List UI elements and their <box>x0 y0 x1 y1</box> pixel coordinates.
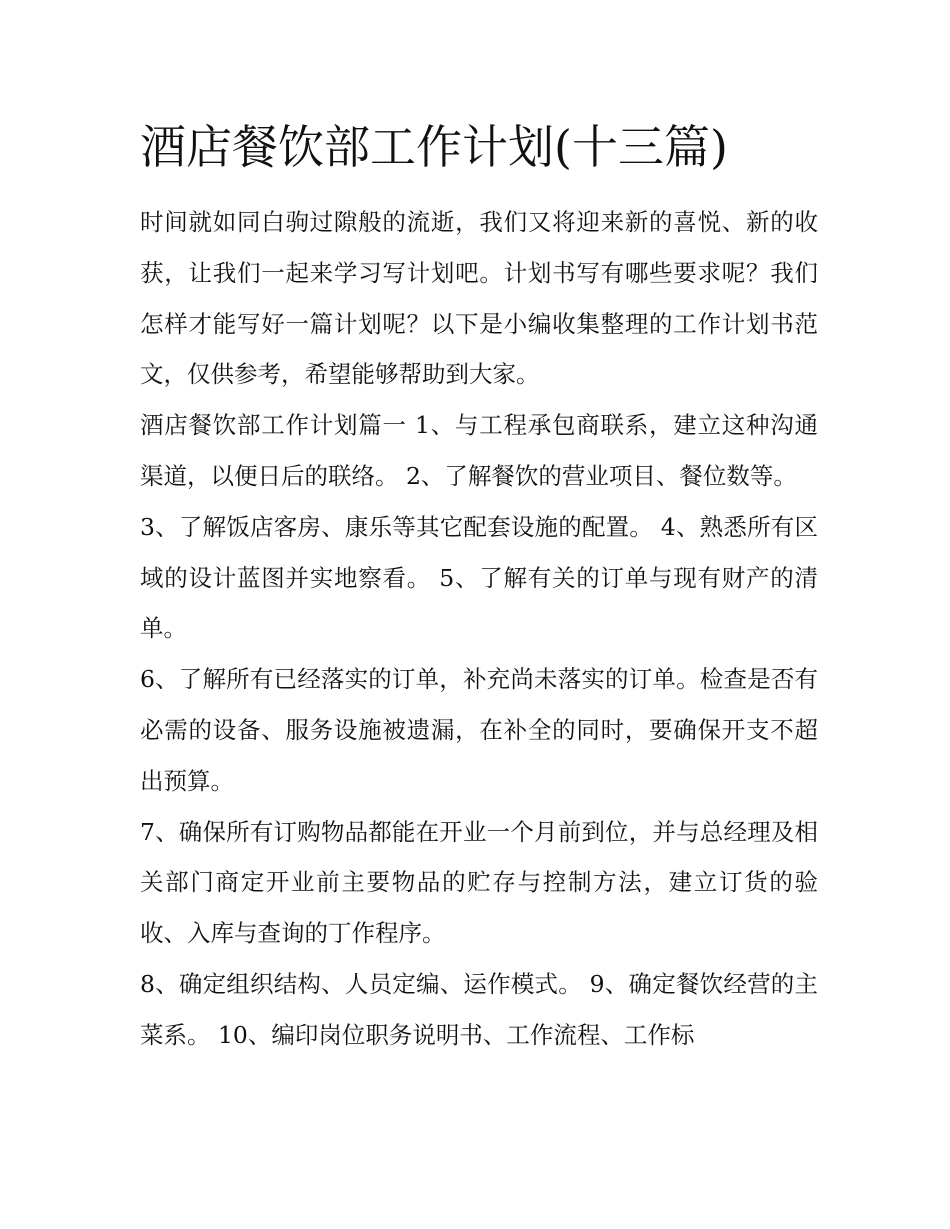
document-body <box>140 197 818 1061</box>
paragraph-intro: 时间就如同白驹过隙般的流逝，我们又将迎来新的喜悦、新的收获，让我们一起来学习写计划吧。计划书写有哪些要求呢？我们怎样才能写好一篇计划呢？以下是小编收集整理的工作计划书范文，仅供参考，希望能够帮助到大家。 <box>140 208 818 389</box>
paragraph-plan-2: 3、了解饭店客房、康乐等其它配套设施的配置。 4、熟悉所有区域的设计蓝图并实地察看。 5、了解有关的订单与现有财产的清单。 <box>140 512 818 643</box>
paragraph-plan-3: 6、了解所有已经落实的订单，补充尚未落实的订单。检查是否有必需的设备、服务设施被遗漏，在补全的同时，要确保开支不超出预算。 <box>140 665 818 795</box>
paragraph-plan-5: 8、确定组织结构、人员定编、运作模式。 9、确定餐饮经营的主菜系。 10、编印岗位职务说明书、工作流程、工作标 <box>140 969 818 1049</box>
paragraph-plan-4: 7、确保所有订购物品都能在开业一个月前到位，并与总经理及相关部门商定开业前主要物品的贮存与控制方法，建立订货的验收、入库与查询的丁作程序。 <box>140 817 818 948</box>
paragraph-plan-1: 酒店餐饮部工作计划篇一 1、与工程承包商联系，建立这种沟通渠道，以便日后的联络。 2、了解餐饮的营业项目、餐位数等。 <box>140 411 818 490</box>
document-title: 酒店餐饮部工作计划(十三篇) <box>140 120 728 174</box>
